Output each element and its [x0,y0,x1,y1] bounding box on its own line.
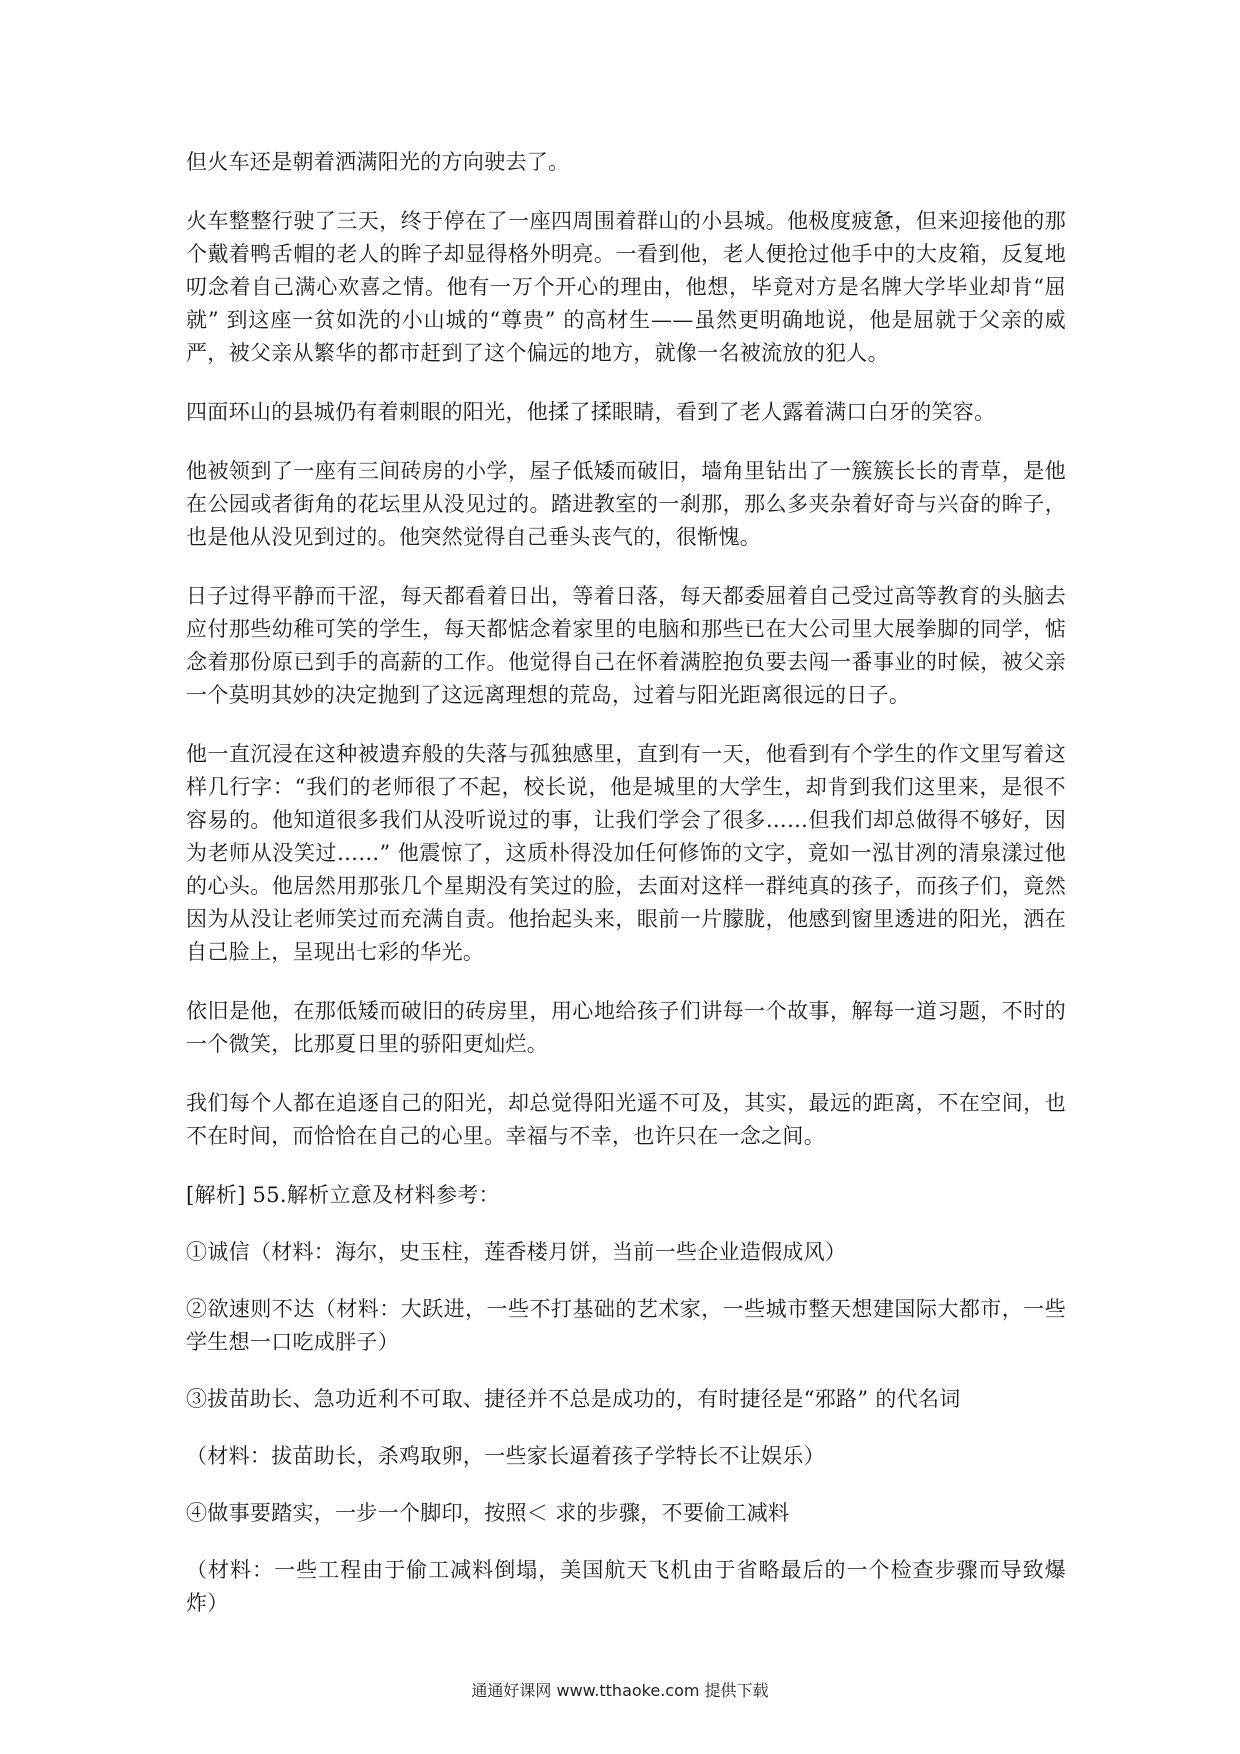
paragraph: 他一直沉浸在这种被遗弃般的失落与孤独感里，直到有一天，他看到有个学生的作文里写着这样几行字：“我们的老师很了不起，校长说，他是城里的大学生，却肯到我们这里来，是很不容易的。他知道很多我们从没听说过的事，让我们学会了很多……但我们却总做得不够好，因为老师从没笑过……” 他震惊了，这质朴得没加任何修饰的文字，竟如一泓甘冽的清泉漾过他的心头。他居然用那张几个星期没有笑过的脸，去面对这样一群纯真的孩子，而孩子们，竟然因为从没让老师笑过而充满自责。他抬起头来，眼前一片朦胧，他感到窗里透进的阳光，洒在自己脸上，呈现出七彩的华光。 [186,742,1066,964]
analysis-item: ④做事要踏实，一步一个脚印，按照＜ 求的步骤，不要偷工减料 [186,1501,790,1525]
analysis-item: ①诚信（材料：海尔，史玉柱，莲香楼月饼，当前一些企业造假成风） [186,1240,847,1264]
analysis-material: （材料：一些工程由于偷工减料倒塌，美国航天飞机由于省略最后的一个检查步骤而导致爆炸） [186,1558,1066,1615]
paragraph: 依旧是他，在那低矮而破旧的砖房里，用心地给孩子们讲每一个故事，解每一道习题，不时的一个微笑，比那夏日里的骄阳更灿烂。 [186,999,1066,1056]
paragraph: 四面环山的县城仍有着刺眼的阳光，他揉了揉眼睛，看到了老人露着满口白牙的笑容。 [186,400,996,424]
analysis-material: （材料：拔苗助长，杀鸡取卵，一些家长逼着孩子学特长不让娱乐） [186,1444,825,1468]
analysis-item: ③拔苗助长、急功近利不可取、捷径并不总是成功的，有时捷径是“邪路” 的代名词 [186,1387,961,1411]
paragraph: 日子过得平静而干涩，每天都看着日出，等着日落，每天都委屈着自己受过高等教育的头脑去应付那些幼稚可笑的学生，每天都惦念着家里的电脑和那些已在大公司里大展拳脚的同学，惦念着那份原已到手的高薪的工作。他觉得自己在怀着满腔抱负要去闯一番事业的时候，被父亲一个莫明其妙的决定抛到了这远离理想的荒岛，过着与阳光距离很远的日子。 [186,584,1066,707]
paragraph: 但火车还是朝着洒满阳光的方向驶去了。 [186,150,570,174]
paragraph: 火车整整行驶了三天，终于停在了一座四周围着群山的小县城。他极度疲惫，但来迎接他的那个戴着鸭舌帽的老人的眸子却显得格外明亮。一看到他，老人便抢过他手中的大皮箱，反复地叨念着自己满心欢喜之情。他有一万个开心的理由，他想，毕竟对方是名牌大学毕业却肯“屈就” 到这座一贫如洗的小山城的“尊贵” 的高材生——虽然更明确地说，他是屈就于父亲的威严，被父亲从繁华的都市赶到了这个偏远的地方，就像一名被流放的犯人。 [186,209,1066,365]
analysis-heading: [解析] 55.解析立意及材料参考： [186,1183,500,1207]
analysis-item: ②欲速则不达（材料：大跃进，一些不打基础的艺术家，一些城市整天想建国际大都市，一些学生想一口吃成胖子） [186,1297,1066,1354]
paragraph: 我们每个人都在追逐自己的阳光，却总觉得阳光遥不可及，其实，最远的距离，不在空间，也不在时间，而恰恰在自己的心里。幸福与不幸，也许只在一念之间。 [186,1091,1066,1148]
document-body [186,146,1066,1644]
paragraph: 他被领到了一座有三间砖房的小学，屋子低矮而破旧，墙角里钻出了一簇簇长长的青草，是他在公园或者街角的花坛里从没见过的。踏进教室的一刹那，那么多夹杂着好奇与兴奋的眸子，也是他从没见到过的。他突然觉得自己垂头丧气的，很惭愧。 [186,459,1066,549]
footer-text: 通通好课网 www.tthaoke.com 提供下载 [471,1681,769,1700]
